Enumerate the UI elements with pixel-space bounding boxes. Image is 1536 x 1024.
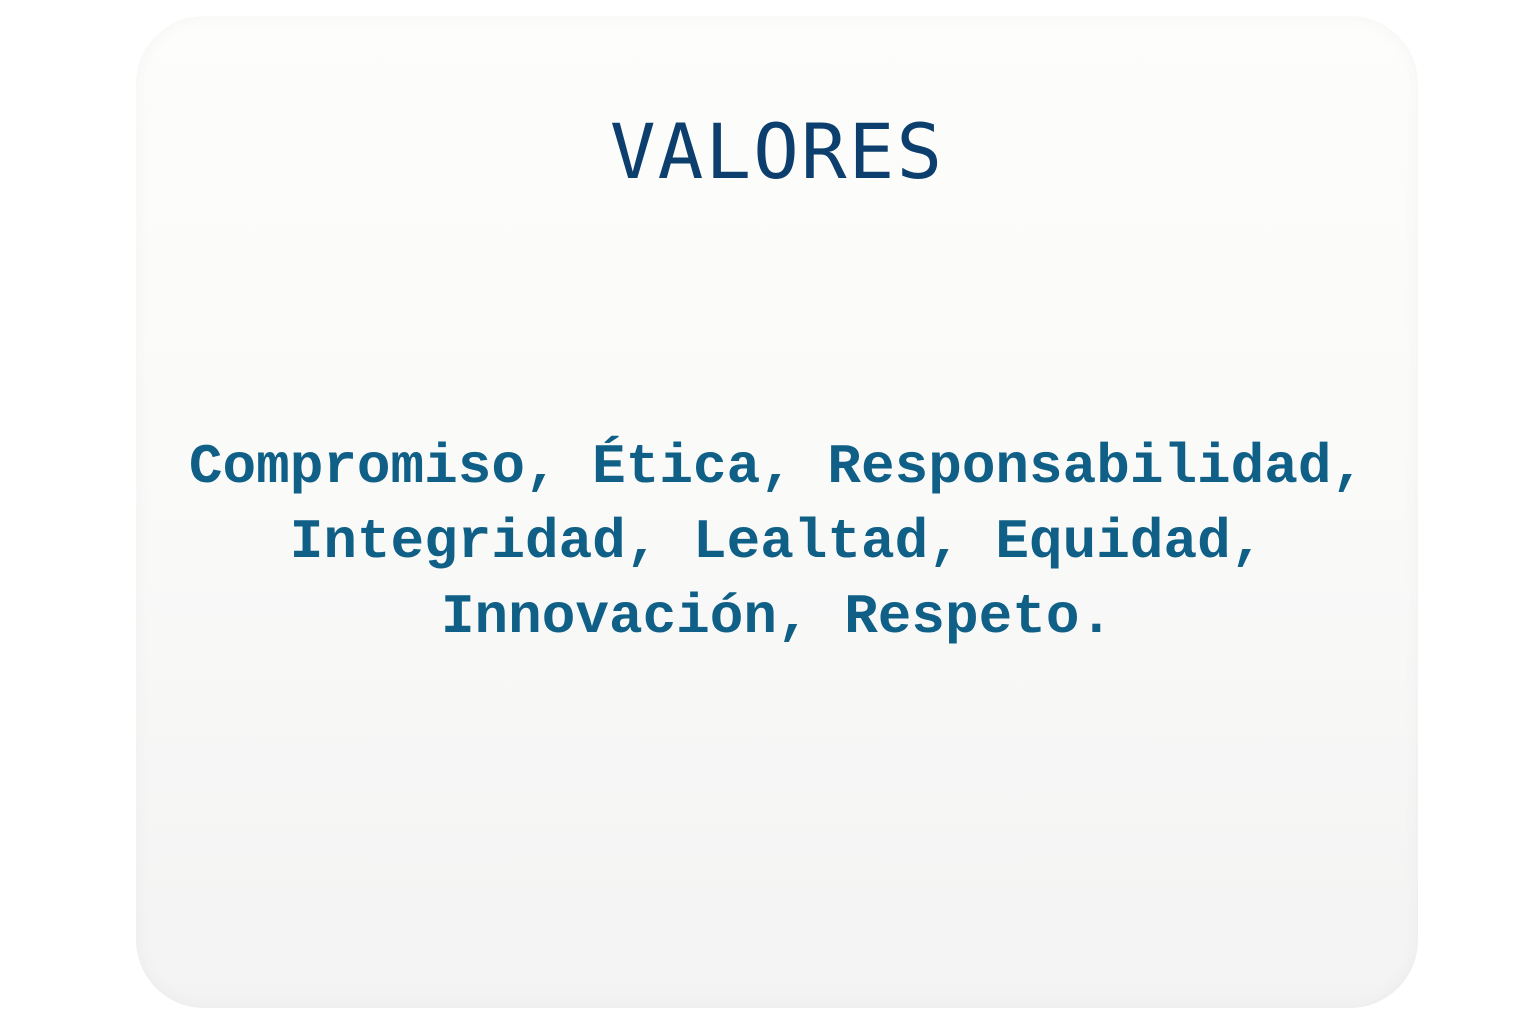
- values-line: Compromiso, Ética, Responsabilidad,: [188, 435, 1366, 499]
- values-line: Integridad, Lealtad, Equidad,: [289, 510, 1265, 574]
- card-title: VALORES: [609, 107, 945, 196]
- values-line: Innovación, Respeto.: [440, 585, 1114, 649]
- values-card: [136, 16, 1418, 1008]
- values-text: [136, 430, 1418, 655]
